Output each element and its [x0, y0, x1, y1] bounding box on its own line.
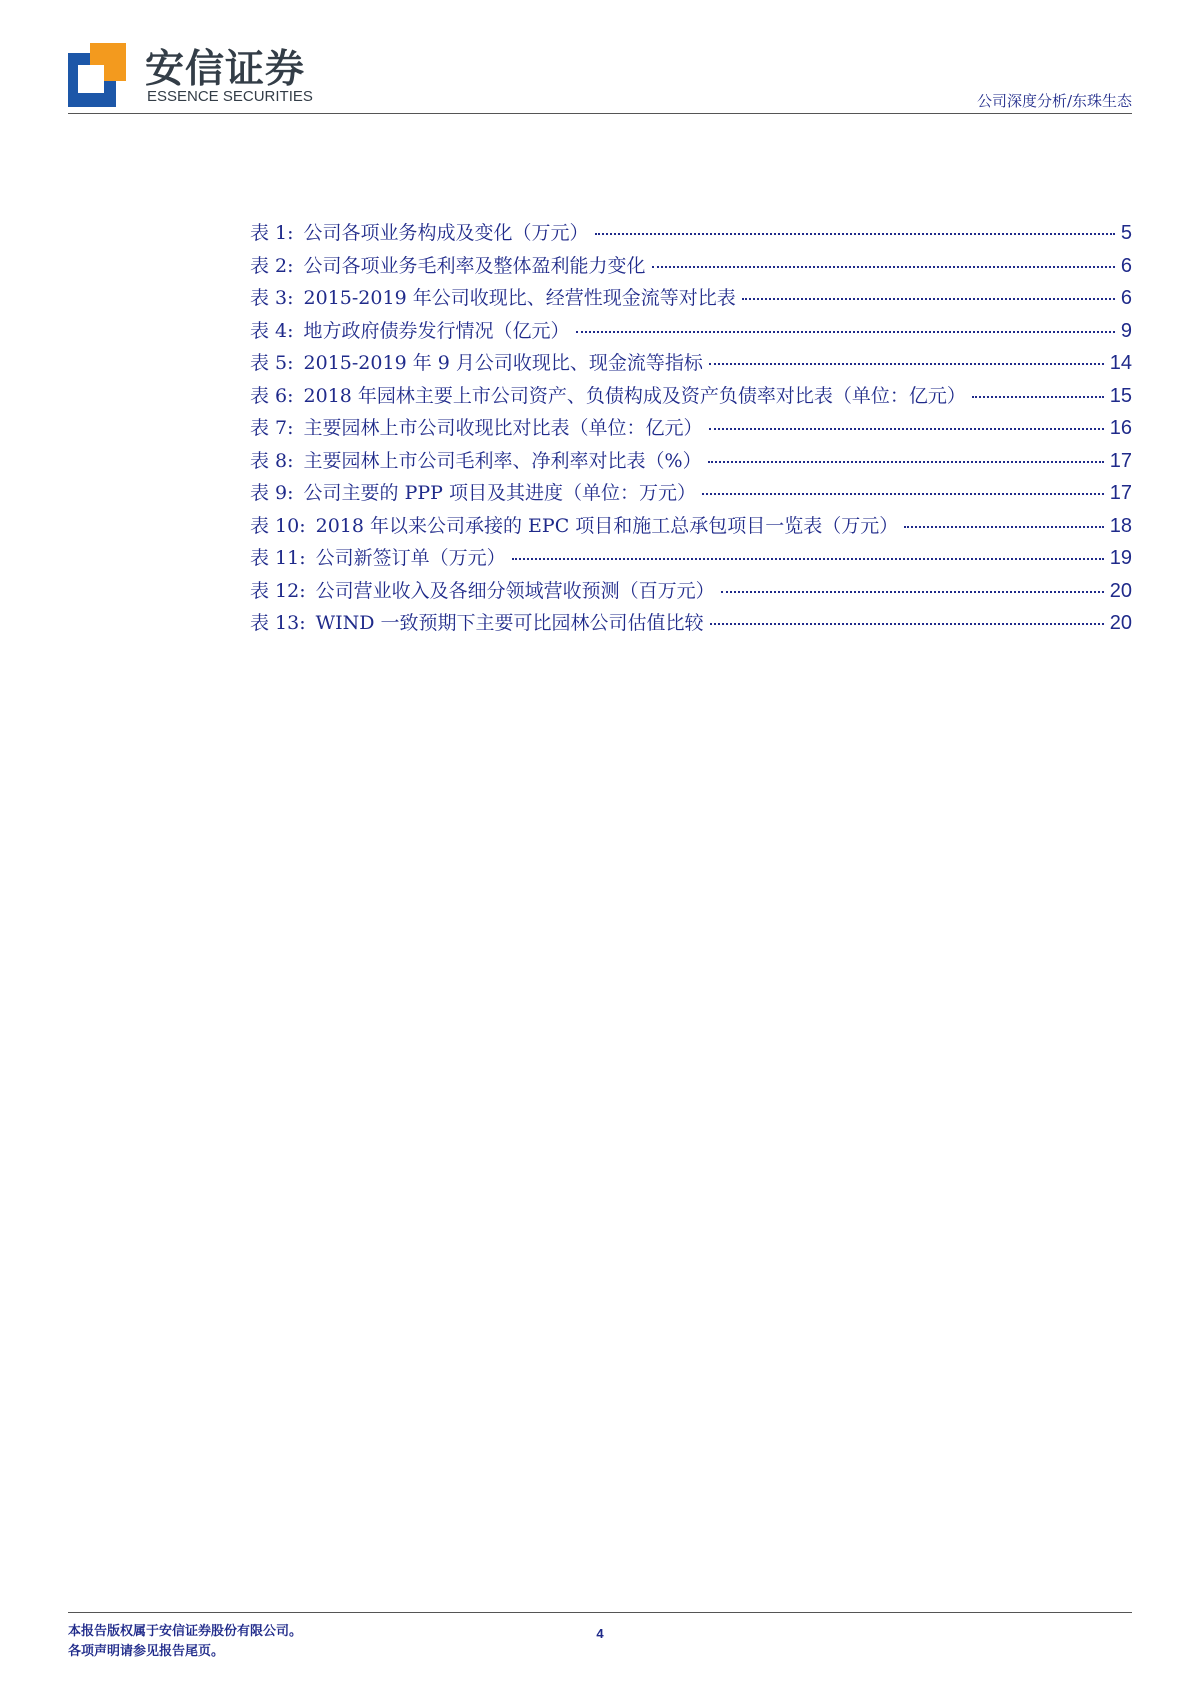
toc-entry-page: 18: [1109, 514, 1132, 537]
toc-entry-page: 19: [1109, 547, 1132, 569]
toc-entry[interactable]: [250, 510, 1132, 543]
toc-entry-title: 2018 年以来公司承接的 EPC 项目和施工总承包项目一览表（万元）: [315, 514, 899, 537]
toc-entry-page: 9: [1120, 319, 1132, 342]
toc-entry[interactable]: [250, 347, 1132, 380]
table-of-tables: [250, 217, 1132, 640]
toc-entry-title: 公司各项业务构成及变化（万元）: [303, 222, 589, 244]
toc-entry-title: 公司新签订单（万元）: [315, 547, 506, 569]
toc-entry-title: 公司各项业务毛利率及整体盈利能力变化: [303, 254, 646, 277]
toc-entry-page: 20: [1109, 579, 1132, 602]
toc-entry-label: 表 10:: [250, 514, 306, 537]
footer-copyright-line: 本报告版权属于安信证券股份有限公司。: [68, 1624, 303, 1639]
toc-entry-page: 17: [1109, 449, 1132, 472]
toc-entry[interactable]: [250, 412, 1132, 445]
toc-entry-label: 表 2:: [250, 254, 294, 277]
toc-entry-page: 15: [1109, 384, 1132, 407]
toc-entry-label: 表 3:: [250, 287, 294, 309]
toc-entry-title: WIND 一致预期下主要可比园林公司估值比较: [315, 612, 704, 634]
toc-entry-page: 6: [1120, 287, 1132, 309]
toc-entry[interactable]: [250, 607, 1132, 640]
toc-entry-title: 主要园林上市公司毛利率、净利率对比表（%）: [303, 449, 702, 472]
toc-entry-title: 主要园林上市公司收现比对比表（单位：亿元）: [303, 417, 703, 439]
toc-entry[interactable]: [250, 315, 1132, 348]
toc-dot-leader: [709, 428, 1104, 430]
toc-dot-leader: [512, 558, 1104, 560]
toc-entry[interactable]: [250, 477, 1132, 510]
toc-entry-label: 表 6:: [250, 384, 294, 407]
toc-entry[interactable]: [250, 542, 1132, 575]
toc-entry-title: 2015-2019 年公司收现比、经营性现金流等对比表: [303, 287, 736, 309]
page-header: [0, 0, 1200, 120]
toc-entry-label: 表 12:: [250, 579, 306, 602]
essence-logo-icon: [68, 43, 126, 107]
toc-dot-leader: [709, 363, 1104, 365]
toc-dot-leader: [702, 493, 1104, 495]
toc-dot-leader: [742, 298, 1115, 300]
toc-entry-page: 16: [1109, 417, 1132, 439]
toc-entry-label: 表 7:: [250, 417, 294, 439]
toc-entry-page: 17: [1109, 482, 1132, 504]
footer-notice-line: 各项声明请参见报告尾页。: [68, 1644, 225, 1659]
toc-entry[interactable]: [250, 575, 1132, 608]
toc-dot-leader: [721, 591, 1104, 593]
toc-dot-leader: [576, 331, 1115, 333]
toc-dot-leader: [652, 266, 1115, 268]
toc-dot-leader: [710, 623, 1104, 625]
toc-entry-label: 表 5:: [250, 352, 294, 374]
logo-english-name: ESSENCE SECURITIES: [147, 88, 313, 105]
toc-entry-label: 表 4:: [250, 319, 294, 342]
toc-entry-label: 表 1:: [250, 222, 294, 244]
toc-dot-leader: [708, 461, 1104, 463]
toc-entry[interactable]: [250, 217, 1132, 250]
toc-entry[interactable]: [250, 380, 1132, 413]
toc-entry-page: 6: [1120, 254, 1132, 277]
toc-entry-title: 2015-2019 年 9 月公司收现比、现金流等指标: [303, 352, 703, 374]
toc-entry-label: 表 11:: [250, 547, 306, 569]
toc-entry[interactable]: [250, 250, 1132, 283]
toc-entry-page: 20: [1109, 612, 1132, 634]
toc-entry-title: 地方政府债券发行情况（亿元）: [303, 319, 570, 342]
report-category-tag: 公司深度分析/东珠生态: [976, 92, 1132, 110]
toc-entry-title: 2018 年园林主要上市公司资产、负债构成及资产负债率对比表（单位：亿元）: [303, 384, 966, 407]
toc-dot-leader: [595, 233, 1115, 235]
toc-entry-title: 公司营业收入及各细分领域营收预测（百万元）: [315, 579, 715, 602]
footer-divider: [68, 1612, 1132, 1613]
toc-entry-label: 表 8:: [250, 449, 294, 472]
toc-entry-page: 14: [1109, 352, 1132, 374]
toc-entry[interactable]: [250, 282, 1132, 315]
toc-dot-leader: [904, 526, 1103, 528]
page-number: 4: [596, 1626, 604, 1641]
toc-entry-title: 公司主要的 PPP 项目及其进度（单位：万元）: [303, 482, 696, 504]
toc-entry-label: 表 9:: [250, 482, 294, 504]
header-divider: [68, 113, 1132, 114]
logo-chinese-name: 安信证券: [145, 47, 306, 92]
toc-entry-label: 表 13:: [250, 612, 306, 634]
toc-dot-leader: [972, 396, 1104, 398]
toc-entry-page: 5: [1120, 222, 1132, 244]
toc-entry[interactable]: [250, 445, 1132, 478]
